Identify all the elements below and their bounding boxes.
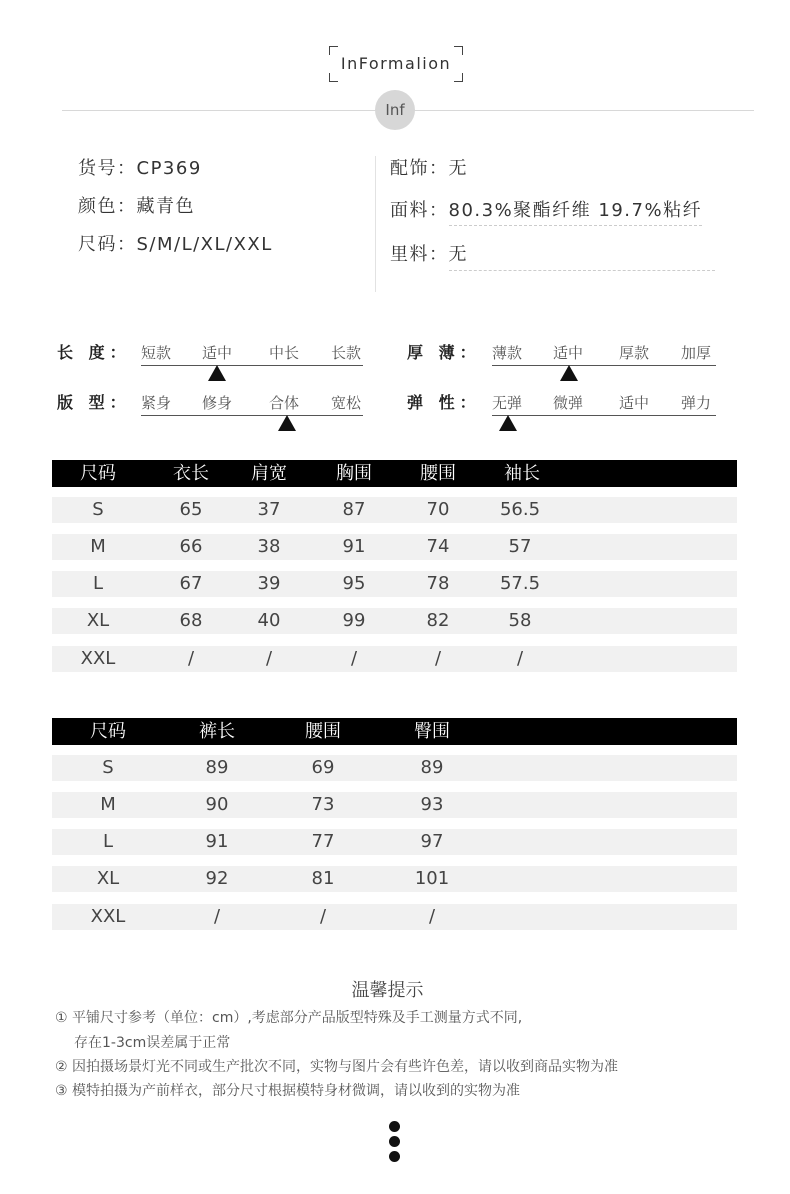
- table-cell: 82: [426, 610, 450, 631]
- table-cell: 58: [508, 610, 532, 631]
- table-header-cell: 尺码: [90, 721, 126, 742]
- table-row: [52, 571, 737, 597]
- corner-bracket: [454, 73, 463, 82]
- info-label: 货号：: [78, 158, 137, 179]
- table-cell: 38: [257, 536, 281, 557]
- table-cell: 87: [342, 499, 366, 520]
- table-header-cell: 胸围: [336, 463, 372, 484]
- table-row: [52, 497, 737, 523]
- info-label: 里料：: [390, 244, 449, 265]
- table-cell: /: [213, 906, 221, 927]
- table-row: [52, 904, 737, 930]
- table-cell: 77: [311, 831, 335, 852]
- info-value: CP369: [136, 158, 202, 179]
- table-cell: /: [319, 906, 327, 927]
- info-value: 藏青色: [136, 196, 195, 217]
- scale-label: 厚 薄：: [407, 343, 481, 362]
- table-header-cell: 臀围: [414, 721, 450, 742]
- scale-label: 长 度：: [57, 343, 131, 362]
- triangle-up-icon: [278, 415, 296, 431]
- scale-option: 厚款: [619, 344, 650, 362]
- scale-elasticity: [407, 390, 719, 430]
- table-cell: 74: [426, 536, 450, 557]
- scale-option: 长款: [331, 344, 362, 362]
- corner-bracket: [329, 73, 338, 82]
- table-row: [52, 608, 737, 634]
- size-table-top: [52, 460, 737, 674]
- scale-option: 适中: [553, 344, 584, 362]
- scale-line: [141, 415, 363, 416]
- scale-option: 微弹: [553, 394, 584, 412]
- info-item-code: [78, 154, 202, 180]
- triangle-up-icon: [499, 415, 517, 431]
- info-label: 面料：: [390, 200, 449, 221]
- info-item-fabric: [390, 196, 702, 222]
- table-cell: L: [92, 573, 104, 594]
- table-row: [52, 866, 737, 892]
- info-value: 无: [448, 158, 468, 179]
- info-value: S/M/L/XL/XXL: [136, 234, 273, 255]
- table-header-cell: 腰围: [420, 463, 456, 484]
- table-cell: 91: [342, 536, 366, 557]
- table-cell: 95: [342, 573, 366, 594]
- note-item: 存在1-3cm误差属于正常: [74, 1035, 231, 1051]
- scale-fit: [57, 390, 367, 430]
- scale-option: 宽松: [331, 394, 362, 412]
- triangle-up-icon: [208, 365, 226, 381]
- note-item: ① 平铺尺寸参考（单位：cm）,考虑部分产品版型特殊及手工测量方式不同,: [55, 1010, 523, 1026]
- table-header-cell: 腰围: [305, 721, 341, 742]
- info-item-accessory: [390, 154, 468, 180]
- table-cell: XXL: [90, 906, 126, 927]
- scale-line: [492, 365, 716, 366]
- inf-badge: Inf: [375, 90, 415, 130]
- scale-option: 修身: [202, 394, 233, 412]
- table-row: [52, 646, 737, 672]
- triangle-up-icon: [560, 365, 578, 381]
- table-cell: M: [100, 794, 116, 815]
- table-cell: 39: [257, 573, 281, 594]
- scale-option: 紧身: [141, 394, 172, 412]
- table-cell: 99: [342, 610, 366, 631]
- table-cell: XL: [96, 868, 120, 889]
- info-label: 尺码：: [78, 234, 137, 255]
- brand-title: InFormalion: [340, 54, 452, 73]
- info-item-color: [78, 192, 195, 218]
- table-cell: 89: [420, 757, 444, 778]
- table-cell: 101: [414, 868, 450, 889]
- scale-option: 合体: [269, 394, 300, 412]
- scale-option: 弹力: [681, 394, 712, 412]
- table-cell: 90: [205, 794, 229, 815]
- table-cell: 66: [179, 536, 203, 557]
- table-header: [52, 460, 737, 487]
- table-cell: /: [350, 648, 358, 669]
- table-row: [52, 755, 737, 781]
- table-cell: 97: [420, 831, 444, 852]
- table-cell: 70: [426, 499, 450, 520]
- scale-option: 无弹: [492, 394, 523, 412]
- table-row: [52, 792, 737, 818]
- table-cell: /: [265, 648, 273, 669]
- scale-option: 薄款: [492, 344, 523, 362]
- scale-option: 适中: [619, 394, 650, 412]
- table-cell: XXL: [80, 648, 116, 669]
- info-label: 颜色：: [78, 196, 137, 217]
- info-value: 80.3%聚酯纤维 19.7%粘纤: [449, 200, 703, 226]
- table-cell: 57: [508, 536, 532, 557]
- table-cell: 91: [205, 831, 229, 852]
- table-cell: 73: [311, 794, 335, 815]
- table-cell: /: [516, 648, 524, 669]
- table-cell: /: [428, 906, 436, 927]
- table-cell: 68: [179, 610, 203, 631]
- table-cell: 65: [179, 499, 203, 520]
- table-cell: M: [90, 536, 106, 557]
- table-cell: XL: [86, 610, 110, 631]
- table-header-cell: 裤长: [199, 721, 235, 742]
- table-cell: /: [434, 648, 442, 669]
- table-cell: 92: [205, 868, 229, 889]
- dot: [389, 1151, 400, 1162]
- scale-label: 版 型：: [57, 393, 131, 412]
- dot: [389, 1121, 400, 1132]
- table-cell: 78: [426, 573, 450, 594]
- table-cell: 89: [205, 757, 229, 778]
- table-header-cell: 袖长: [504, 463, 540, 484]
- table-cell: S: [102, 757, 114, 778]
- notes-title: 温馨提示: [351, 980, 424, 1001]
- table-cell: S: [92, 499, 104, 520]
- table-cell: /: [187, 648, 195, 669]
- scale-label: 弹 性：: [407, 393, 481, 412]
- scale-line: [492, 415, 716, 416]
- note-item: ③ 模特拍摄为产前样衣，部分尺寸根据模特身材微调，请以收到的实物为准: [55, 1083, 520, 1099]
- table-row: [52, 829, 737, 855]
- table-cell: 69: [311, 757, 335, 778]
- scale-line: [141, 365, 363, 366]
- table-header: [52, 718, 737, 745]
- table-cell: 40: [257, 610, 281, 631]
- info-item-lining: [390, 240, 715, 271]
- table-cell: 81: [311, 868, 335, 889]
- table-cell: 56.5: [499, 499, 541, 520]
- note-item: ② 因拍摄场景灯光不同或生产批次不同，实物与图片会有些许色差，请以收到商品实物为准: [55, 1059, 618, 1075]
- table-header-cell: 衣长: [173, 463, 209, 484]
- info-value: 无: [449, 240, 715, 271]
- table-cell: 57.5: [499, 573, 541, 594]
- scale-option: 中长: [269, 344, 300, 362]
- table-header-cell: 肩宽: [251, 463, 287, 484]
- table-header-cell: 尺码: [80, 463, 116, 484]
- table-cell: L: [102, 831, 114, 852]
- table-cell: 93: [420, 794, 444, 815]
- brand-frame: [329, 46, 463, 82]
- table-cell: 67: [179, 573, 203, 594]
- scale-option: 适中: [202, 344, 233, 362]
- info-divider: [375, 156, 376, 292]
- table-row: [52, 534, 737, 560]
- scale-option: 加厚: [681, 344, 712, 362]
- dot: [389, 1136, 400, 1147]
- size-table-bottom: [52, 718, 737, 932]
- table-cell: 37: [257, 499, 281, 520]
- info-label: 配饰：: [390, 158, 449, 179]
- scale-option: 短款: [141, 344, 172, 362]
- info-item-sizes: [78, 230, 273, 256]
